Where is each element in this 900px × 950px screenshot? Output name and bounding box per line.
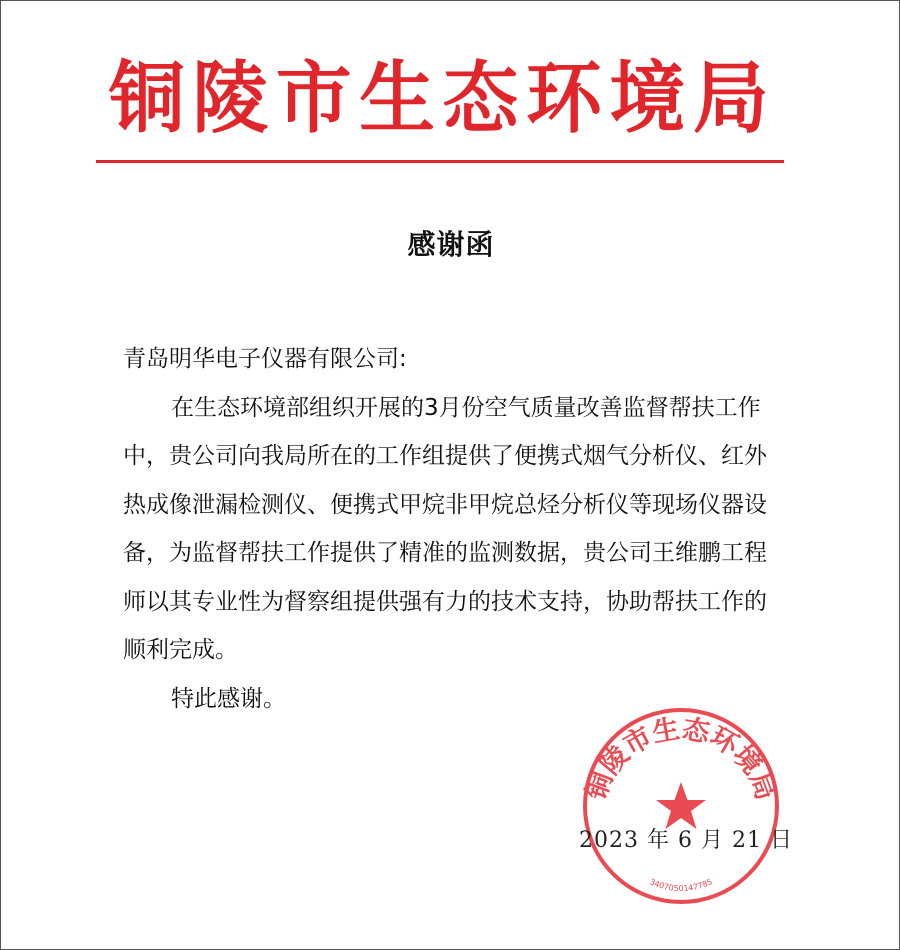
salutation: 青岛明华电子仪器有限公司: xyxy=(123,346,407,372)
letterhead-red-rule xyxy=(96,160,784,163)
closing-paragraph: 特此感谢。 xyxy=(171,685,286,712)
seal-star-icon xyxy=(656,782,706,829)
body-paragraph: 在生态环境部组织开展的3月份空气质量改善监督帮扶工作中，贵公司向我局所在的工作组提供了便携式烟气分析仪、红外热成像泄漏检测仪、便携式甲烷非甲烷总烃分析仪等现场仪器设备，为监督帮扶工作提供了精准的监测数据，贵公司王维鹏工程师以其专业性为督察组提供强有力的技术支持，协助帮扶工作的顺利完成。 xyxy=(123,394,767,663)
document-date: 2023 年 6 月 21 日 xyxy=(579,828,793,853)
letterhead-org-name: 铜陵市生态环境局 xyxy=(109,53,777,144)
official-seal xyxy=(581,706,781,906)
seal-code-text: 3407050147785 xyxy=(648,877,714,894)
letter-body xyxy=(123,335,783,723)
document-title: 感谢函 xyxy=(407,228,495,261)
seal-org-text: 铜陵市生态环境局 xyxy=(581,713,781,805)
